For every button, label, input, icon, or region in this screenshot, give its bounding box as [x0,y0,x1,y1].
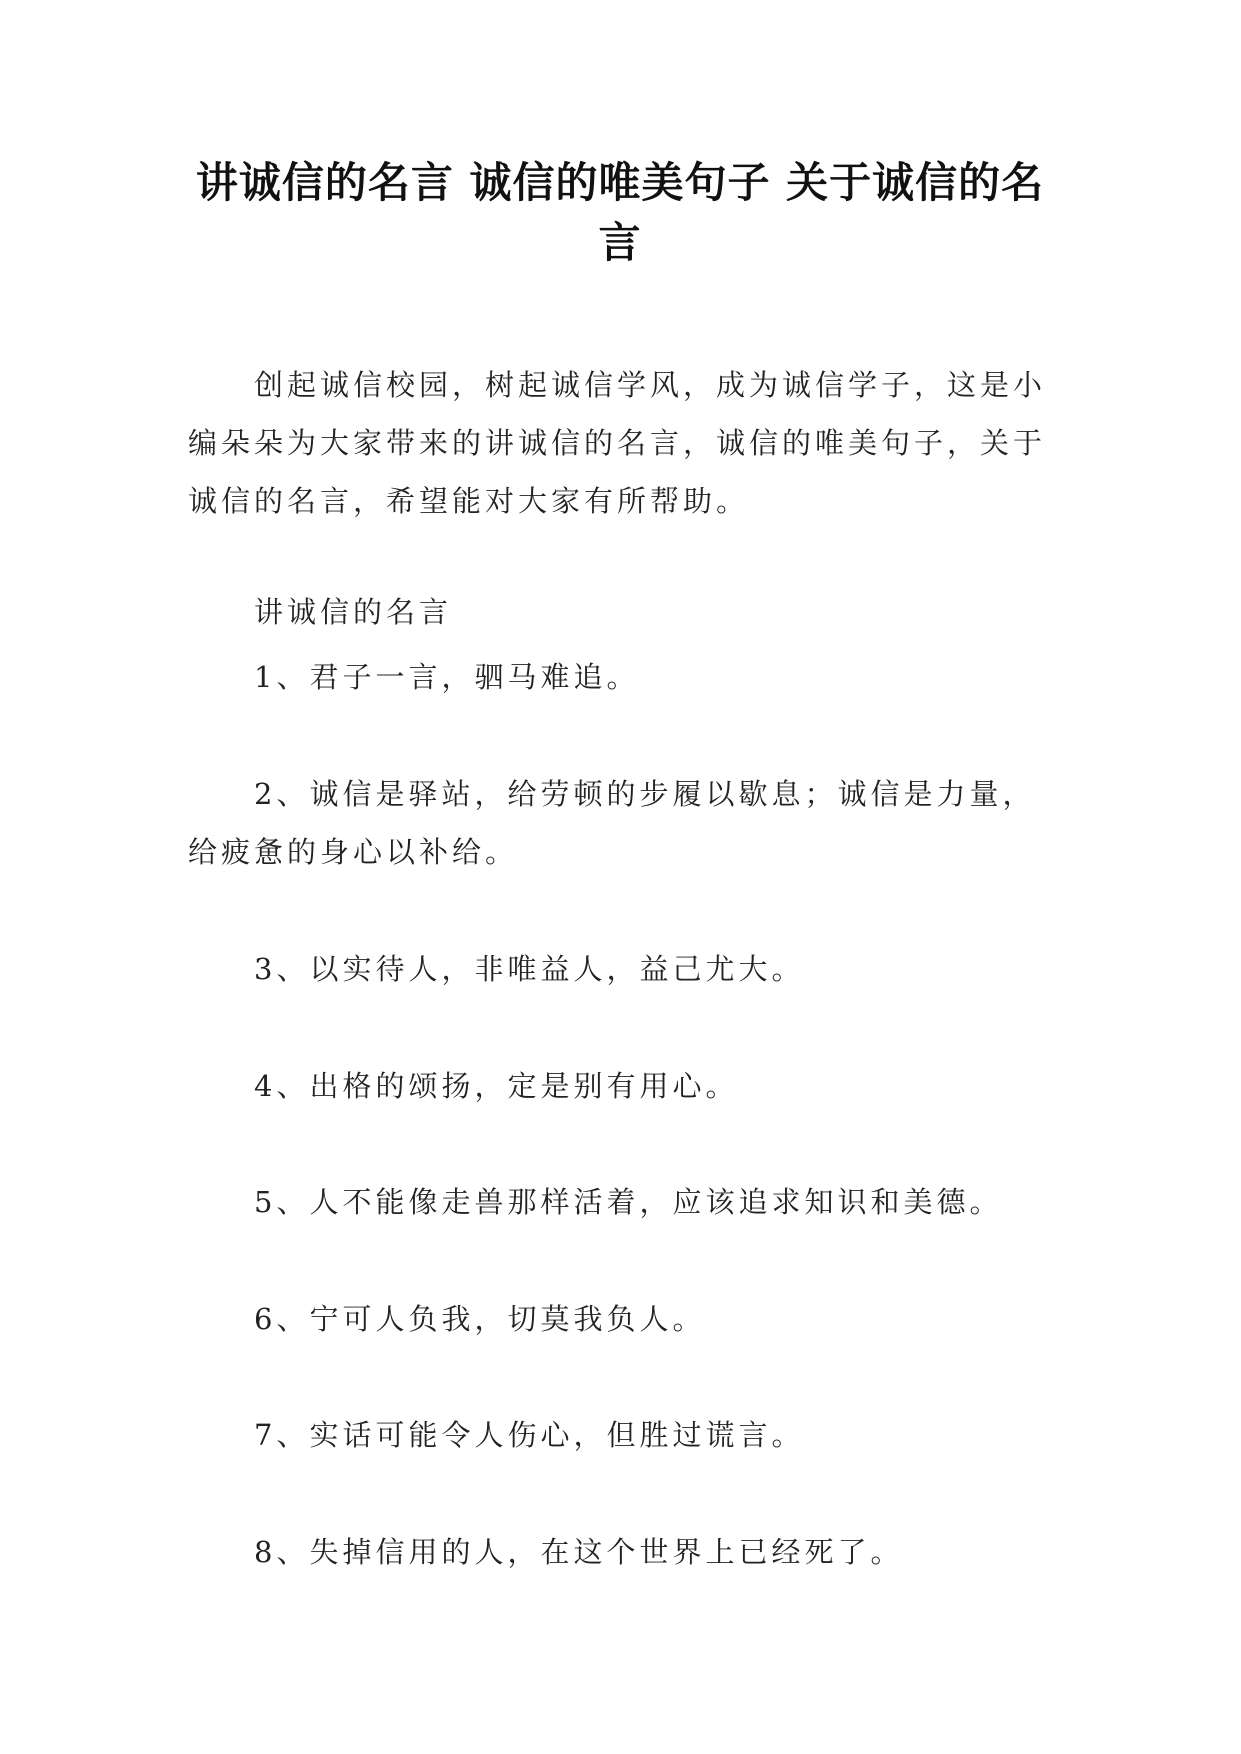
quote-item-1: 1、君子一言，驷马难追。 [254,660,640,694]
quote-item-3: 3、以实待人，非唯益人，益己尤大。 [254,952,805,986]
quote-item-6: 6、宁可人负我，切莫我负人。 [254,1302,706,1336]
quote-item-7: 7、实话可能令人伤心，但胜过谎言。 [254,1418,805,1452]
quote-item-4: 4、出格的颂扬，定是别有用心。 [254,1069,739,1103]
quote-item-5: 5、人不能像走兽那样活着，应该追求知识和美德。 [254,1185,1003,1219]
quote-item-8: 8、失掉信用的人，在这个世界上已经死了。 [254,1535,904,1569]
quote-item-2: 2、诚信是驿站，给劳顿的步履以歇息；诚信是力量，给疲惫的身心以补给。 [188,777,1036,869]
page-title: 讲诚信的名言 诚信的唯美句子 关于诚信的名言 [195,158,1045,267]
section-heading: 讲诚信的名言 [254,595,453,629]
intro-paragraph: 创起诚信校园，树起诚信学风，成为诚信学子，这是小编朵朵为大家带来的讲诚信的名言，诚信的唯美句子，关于诚信的名言，希望能对大家有所帮助。 [188,368,1047,518]
